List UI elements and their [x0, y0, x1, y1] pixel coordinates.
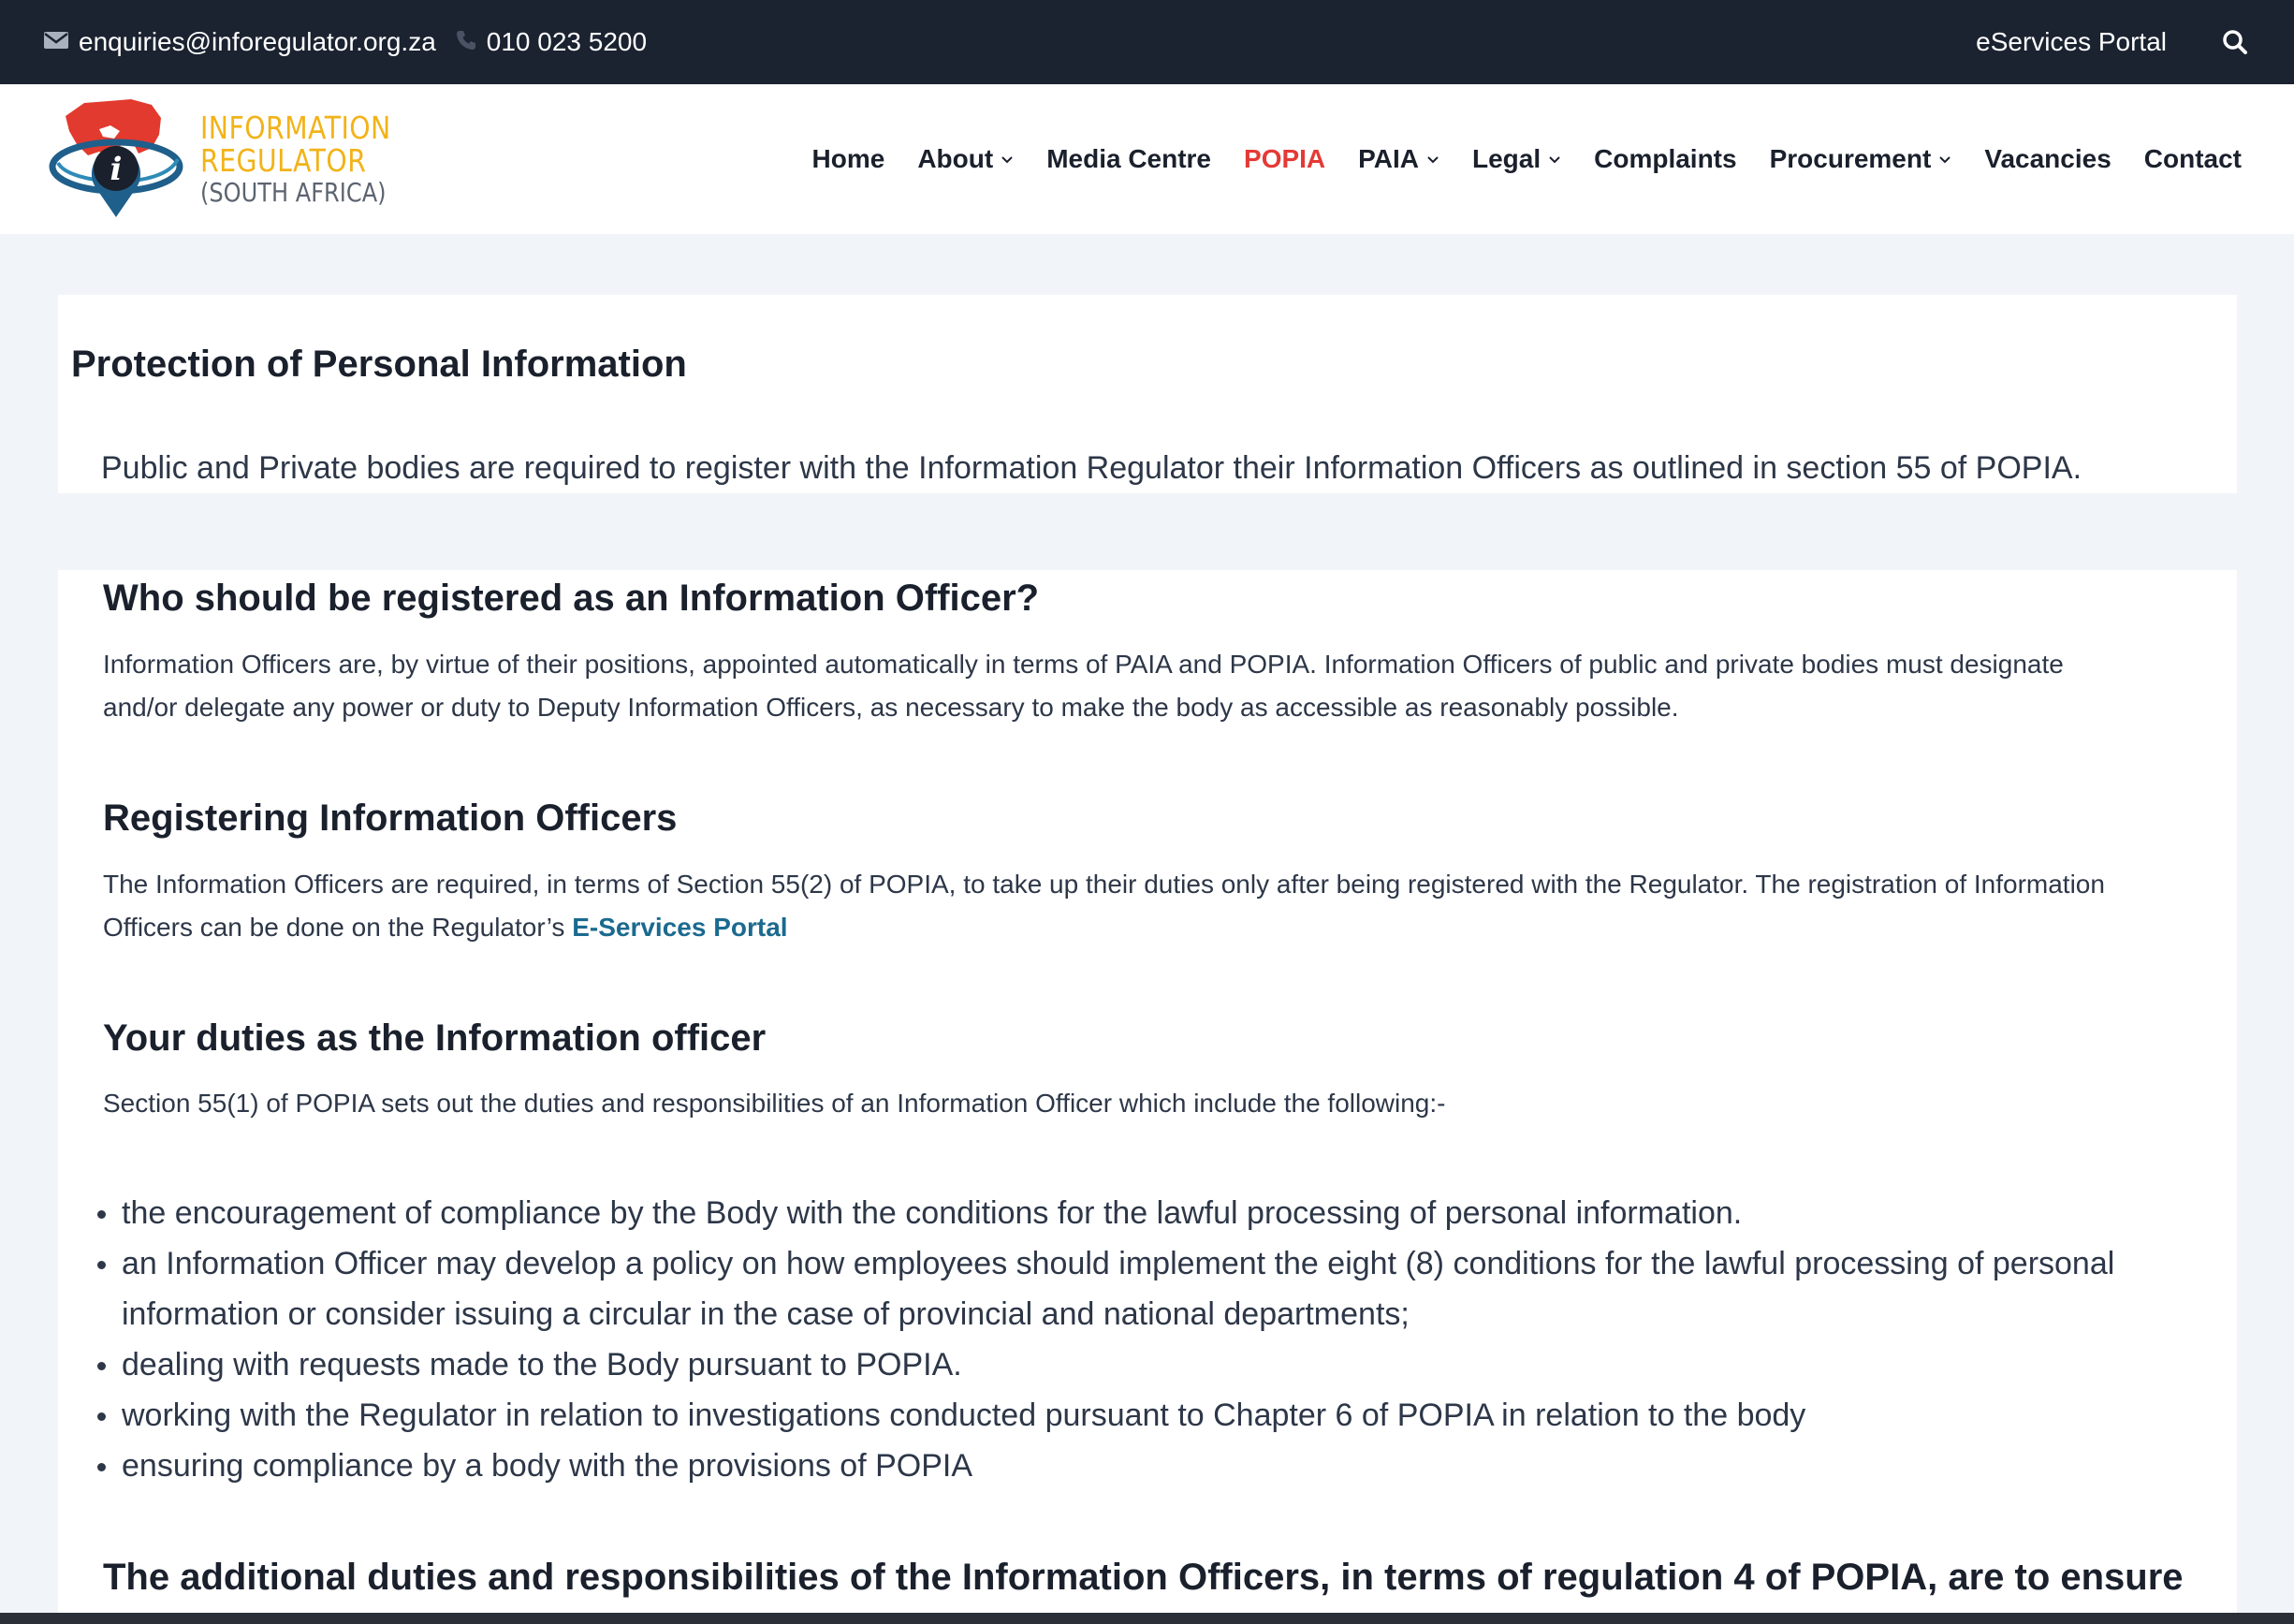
nav-item-legal[interactable] [1472, 144, 1561, 174]
duties-list [58, 1188, 2239, 1491]
who-text-line-2: and/or delegate any power or duty to Deputy Information Officers, as necessary to make the body as accessible as reasonably possible. [103, 693, 1679, 722]
nav-item-home[interactable] [812, 144, 885, 174]
who-heading: Who should be registered as an Information Officer? [103, 578, 1040, 619]
duties-intro: Section 55(1) of POPIA sets out the duties and responsibilities of an Information Officer which include the following:- [103, 1089, 1446, 1118]
nav-item-complaints[interactable] [1594, 144, 1736, 174]
who-text-line-1: Information Officers are, by virtue of their positions, appointed automatically in terms of PAIA and POPIA. Information Officers of public and private bodies must designate [103, 650, 2064, 679]
registering-heading: Registering Information Officers [103, 797, 678, 839]
registering-text-line-2 [103, 906, 788, 949]
svg-text:i: i [110, 151, 123, 188]
logo-line-3: (SOUTH AFRICA) [200, 177, 387, 208]
site-header [0, 84, 2294, 234]
nav-item-label: Complaints [1594, 144, 1737, 173]
information-regulator-emblem [41, 97, 191, 221]
nav-item-label: Procurement [1769, 144, 1932, 173]
content-card [58, 570, 2237, 1624]
additional-duties-heading: The additional duties and responsibilities of the Information Officers, in terms of regulation 4 of POPIA, are to ensure [103, 1557, 2184, 1598]
duties-heading: Your duties as the Information officer [103, 1017, 767, 1059]
nav-item-label: Contact [2143, 144, 2242, 173]
duty-item [58, 1238, 2239, 1339]
chevron-down-icon [1426, 153, 1439, 166]
nav-item-popia[interactable] [1244, 144, 1325, 174]
bottom-scroll-strip [0, 1613, 2294, 1624]
chevron-down-icon [1548, 153, 1561, 166]
top-bar [0, 0, 2294, 84]
phone-contact[interactable] [455, 27, 647, 57]
nav-item-about[interactable] [917, 144, 1014, 174]
email-text[interactable]: enquiries@inforegulator.org.za [79, 27, 436, 56]
duty-item-line-2: information or consider issuing a circular in the case of provincial and national departments; [122, 1296, 1410, 1332]
duty-item-line-1: an Information Officer may develop a policy on how employees should implement the eight (8) conditions for the lawful processing of personal [122, 1246, 2115, 1281]
top-bar-contacts [43, 27, 647, 57]
search-icon [2222, 29, 2248, 55]
main-nav [780, 144, 2242, 174]
nav-item-label: PAIA [1358, 144, 1419, 173]
nav-item-media-centre[interactable] [1046, 144, 1211, 174]
top-bar-right [1976, 26, 2251, 58]
nav-item-label: Legal [1471, 144, 1542, 173]
page-title: Protection of Personal Information [71, 344, 687, 385]
duty-item: dealing with requests made to the Body pursuant to POPIA. [58, 1339, 2239, 1390]
logo-wordmark [200, 112, 422, 206]
logo-line-1: INFORMATION [200, 110, 391, 146]
nav-item-label: Media Centre [1046, 144, 1212, 173]
duty-item: the encouragement of compliance by the Body with the conditions for the lawful processing of personal information. [58, 1188, 2239, 1238]
duty-item: working with the Regulator in relation to investigations conducted pursuant to Chapter 6 of POPIA in relation to the body [58, 1390, 2239, 1441]
nav-item-contact[interactable] [2144, 144, 2242, 174]
email-contact[interactable] [43, 27, 436, 57]
phone-text[interactable]: 010 023 5200 [486, 27, 648, 56]
nav-item-vacancies[interactable] [1984, 144, 2111, 174]
search-button[interactable] [2219, 26, 2251, 58]
intro-card [58, 295, 2237, 493]
envelope-icon [43, 30, 69, 54]
registering-text-prefix: Officers can be done on the Regulator’s [103, 913, 573, 942]
registering-text-line-1: The Information Officers are required, in terms of Section 55(2) of POPIA, to take up their duties only after being registered with the Regulator. The registration of Information [103, 870, 2105, 899]
site-logo[interactable] [41, 97, 422, 221]
logo-line-2: REGULATOR [200, 142, 367, 179]
phone-icon [455, 29, 477, 55]
intro-text: Public and Private bodies are required to register with the Information Regulator their Information Officers as outlined in section 55 of POPIA. [101, 450, 2082, 486]
chevron-down-icon [1938, 153, 1951, 166]
eservices-portal-link[interactable]: eServices Portal [1976, 27, 2167, 56]
duty-item: ensuring compliance by a body with the provisions of POPIA [58, 1441, 2239, 1491]
nav-item-procurement[interactable] [1770, 144, 1952, 174]
nav-item-label: Vacancies [1984, 144, 2111, 173]
nav-item-paia[interactable] [1358, 144, 1439, 174]
chevron-down-icon [1001, 153, 1014, 166]
nav-item-label: POPIA [1244, 144, 1326, 173]
nav-item-label: About [917, 144, 994, 173]
nav-item-label: Home [811, 144, 885, 173]
eservices-portal-inline-link[interactable]: E-Services Portal [572, 913, 788, 942]
